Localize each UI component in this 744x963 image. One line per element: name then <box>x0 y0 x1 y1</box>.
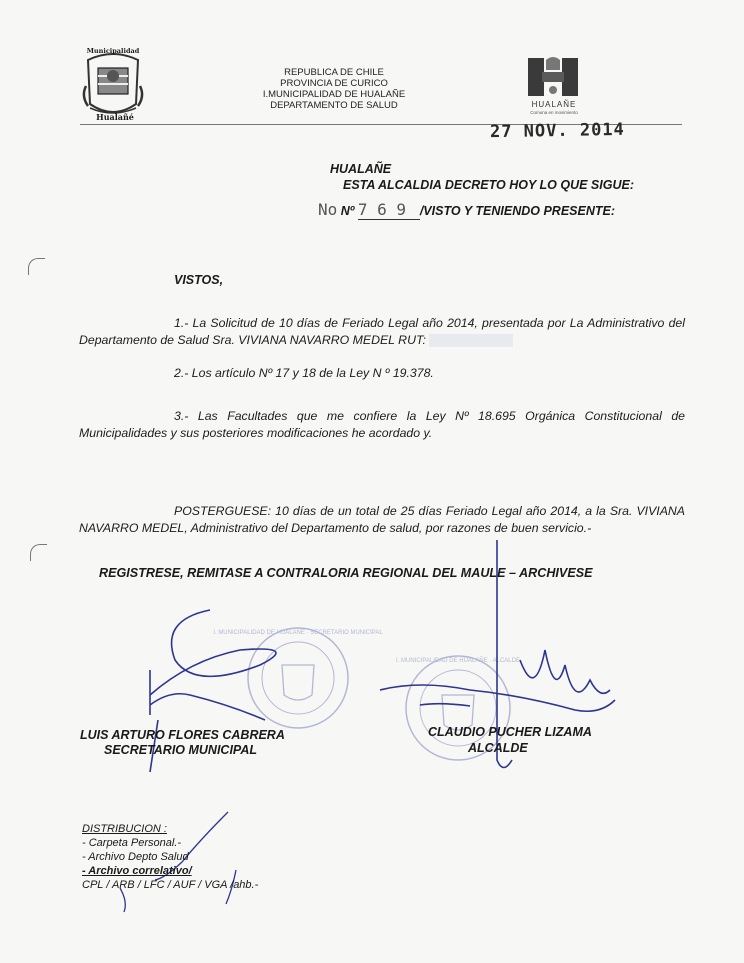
number-stamp-prefix: No <box>318 200 338 219</box>
seal-right-text: I. MUNICIPALIDAD DE HUALAÑE · ALCALDE <box>396 658 520 664</box>
seal-left-icon <box>213 628 383 728</box>
distribution-title: DISTRIBUCION : <box>82 823 167 835</box>
decree-place: HUALAÑE <box>330 162 392 176</box>
resolution-text: POSTERGUESE: 10 días de un total de 25 días Feriado Legal año 2014, a la Sra. VIVIANA NAVARRO MEDEL, Administrativo del Departamento de salud, por razones de buen servicio.- <box>79 504 685 535</box>
header-line: REPUBLICA DE CHILE <box>284 67 384 78</box>
decree-heading: ESTA ALCALDIA DECRETO HOY LO QUE SIGUE: <box>343 178 634 192</box>
mayor-title: ALCALDE <box>468 741 528 755</box>
logo-name: HUALAÑE <box>531 100 577 109</box>
header-line: PROVINCIA DE CURICO <box>280 78 388 89</box>
crest-title: Municipalidad <box>86 47 140 55</box>
considerando-2: 2.- Los artículo Nº 17 y 18 de la Ley N º 19.378. <box>174 366 434 380</box>
decree-number-suffix: /VISTO Y TENIENDO PRESENTE: <box>419 204 616 218</box>
seal-left-text: I. MUNICIPALIDAD DE HUALAÑE · SECRETARIO MUNICIPAL <box>213 630 383 636</box>
distribution-list <box>82 822 258 892</box>
header-line: DEPARTAMENTO DE SALUD <box>270 100 398 111</box>
binder-hole-mark <box>30 544 47 561</box>
considerando-3: 3.- Las Facultades que me confiere la Ley Nº 18.695 Orgánica Constitucional de Municipalidades y sus posteriores modificaciones he acordado y. <box>79 409 685 440</box>
redacted-rut <box>429 334 513 347</box>
decree-number-row <box>318 200 615 220</box>
mayor-name: CLAUDIO PUCHER LIZAMA <box>428 725 592 739</box>
secretary-title: SECRETARIO MUNICIPAL <box>104 743 258 757</box>
distribution-item: - Carpeta Personal.- <box>82 837 182 849</box>
binder-hole-mark <box>28 258 45 275</box>
institution-header <box>248 67 420 111</box>
distribution-initials: CPL / ARB / LFC / AUF / VGA /ahb.- <box>82 879 259 891</box>
crest-footer: Hualañé <box>96 112 134 122</box>
hualane-logo-icon <box>524 52 582 100</box>
registration-clause: REGISTRESE, REMITASE A CONTRALORIA REGIONAL DEL MAULE – ARCHIVESE <box>99 566 593 580</box>
number-label: Nº <box>340 204 355 218</box>
secretary-name: LUIS ARTURO FLORES CABRERA <box>80 728 285 742</box>
considerando-1 <box>79 315 685 349</box>
distribution-item: - Archivo Depto Salud <box>82 851 189 863</box>
vistos-heading: VISTOS, <box>174 273 224 287</box>
distribution-item: - Archivo correlativo/ <box>82 865 192 877</box>
logo-tagline: Comuna en movimiento <box>530 110 578 115</box>
date-stamp: 27 NOV. 2014 <box>489 119 625 143</box>
header-line: I.MUNICIPALIDAD DE HUALAÑE <box>262 89 406 100</box>
decree-number: 7 6 9 <box>357 200 406 219</box>
considerando-1-text: 1.- La Solicitud de 10 días de Feriado Legal año 2014, presentada por La Administrativo del Departamento de Salud Sra. VIVIANA NAVARRO MEDEL RUT: <box>79 316 685 347</box>
